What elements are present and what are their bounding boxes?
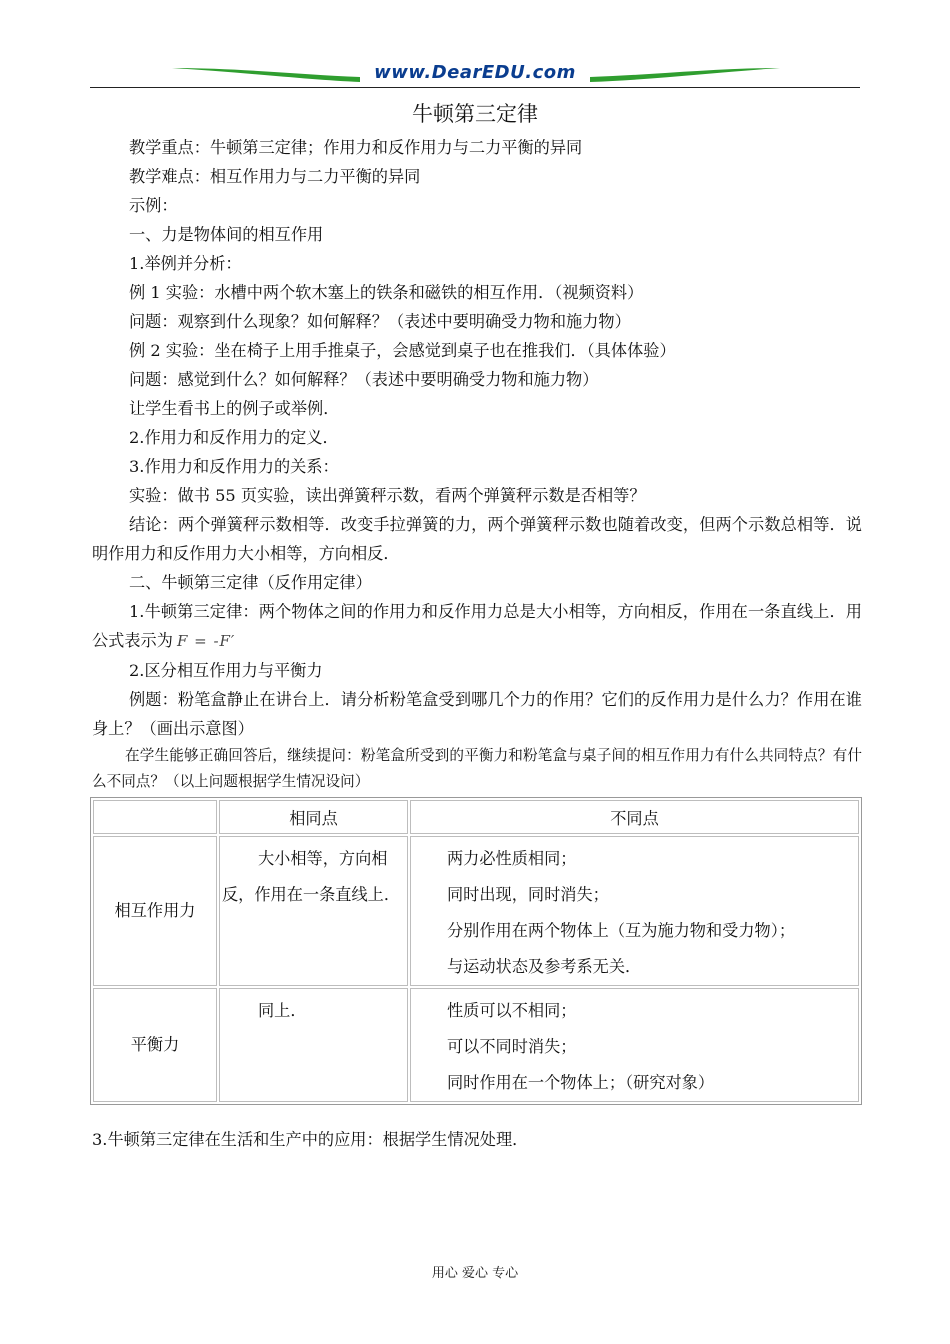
paragraph: 例 1 实验：水槽中两个软木塞上的铁条和磁铁的相互作用．（视频资料） [129,283,644,302]
third-law-text: 1.牛顿第三定律：两个物体之间的作用力和反作用力总是大小相等，方向相反，作用在一条直线上．用公式表示为 [92,602,862,650]
row-label: 相互作用力 [93,836,217,986]
list-item: 性质可以不相同； [447,1001,577,1020]
page-header [90,58,860,90]
page-footer: 用心 爱心 专心 [431,1266,519,1281]
list-item: 同时出现，同时消失； [447,885,609,904]
table-header-cell [93,800,217,834]
table-header-cell: 相同点 [219,800,408,834]
list-item: 与运动状态及参考系无关． [447,957,642,976]
cell-same: 同上． [219,988,408,1102]
paragraph-example-heading: 示例： [129,196,178,215]
paragraph: 实验：做书 55 页实验，读出弹簧秤示数，看两个弹簧秤示数是否相等？ [129,486,646,505]
paragraph-difficulties: 教学难点：相互作用力与二力平衡的异同 [129,167,421,186]
document-body [92,133,862,795]
paragraph-followup: 在学生能够正确回答后，继续提问：粉笔盒所受到的平衡力和粉笔盒与桌子间的相互作用力有什么共同特点？有什么不同点？（以上问题根据学生情况设问） [92,747,862,790]
paragraph-applications: 3.牛顿第三定律在生活和生产中的应用：根据学生情况处理． [92,1130,529,1149]
header-rule [90,87,860,88]
table-row [93,836,859,986]
paragraph: 1.举例并分析： [129,254,242,273]
paragraph-conclusion: 结论：两个弹簧秤示数相等．改变手拉弹簧的力，两个弹簧秤示数也随着改变，但两个示数总相等．说明作用力和反作用力大小相等，方向相反． [92,515,862,563]
row-label: 平衡力 [93,988,217,1102]
paragraph: 2.区分相互作用力与平衡力 [129,661,323,680]
paragraph-third-law [92,597,862,656]
paragraph: 3.作用力和反作用力的关系： [129,457,339,476]
formula: F = -F′ [176,632,236,650]
paragraph: 2.作用力和反作用力的定义． [129,428,339,447]
paragraph: 问题：感觉到什么？如何解释？（表述中要明确受力物和施力物） [129,370,599,389]
cell-diff [410,988,859,1102]
list-item: 可以不同时消失； [447,1037,577,1056]
table-header-row [93,800,859,834]
list-item: 同时作用在一个物体上；（研究对象） [447,1073,715,1092]
logo-text: www.DearEDU.com [374,62,576,83]
paragraph: 问题：观察到什么现象？如何解释？（表述中要明确受力物和施力物） [129,312,631,331]
section-heading-2: 二、牛顿第三定律（反作用定律） [129,573,372,592]
paragraph: 让学生看书上的例子或举例． [129,399,340,418]
paragraph: 例 2 实验：坐在椅子上用手推桌子，会感觉到桌子也在推我们．（具体体验） [129,341,676,360]
cell-same: 大小相等，方向相反，作用在一条直线上． [219,836,408,986]
list-item: 分别作用在两个物体上（互为施力物和受力物）； [447,921,796,940]
list-item: 两力必性质相同； [447,849,577,868]
comparison-table [90,797,862,1105]
page-title: 牛顿第三定律 [412,102,538,126]
section-heading-1: 一、力是物体间的相互作用 [129,225,324,244]
paragraph-key-points: 教学重点：牛顿第三定律；作用力和反作用力与二力平衡的异同 [129,138,583,157]
table-row [93,988,859,1102]
paragraph-example-question: 例题：粉笔盒静止在讲台上．请分析粉笔盒受到哪几个力的作用？它们的反作用力是什么力？作用在谁身上？（画出示意图） [92,690,862,738]
cell-diff [410,836,859,986]
table-header-cell: 不同点 [410,800,859,834]
